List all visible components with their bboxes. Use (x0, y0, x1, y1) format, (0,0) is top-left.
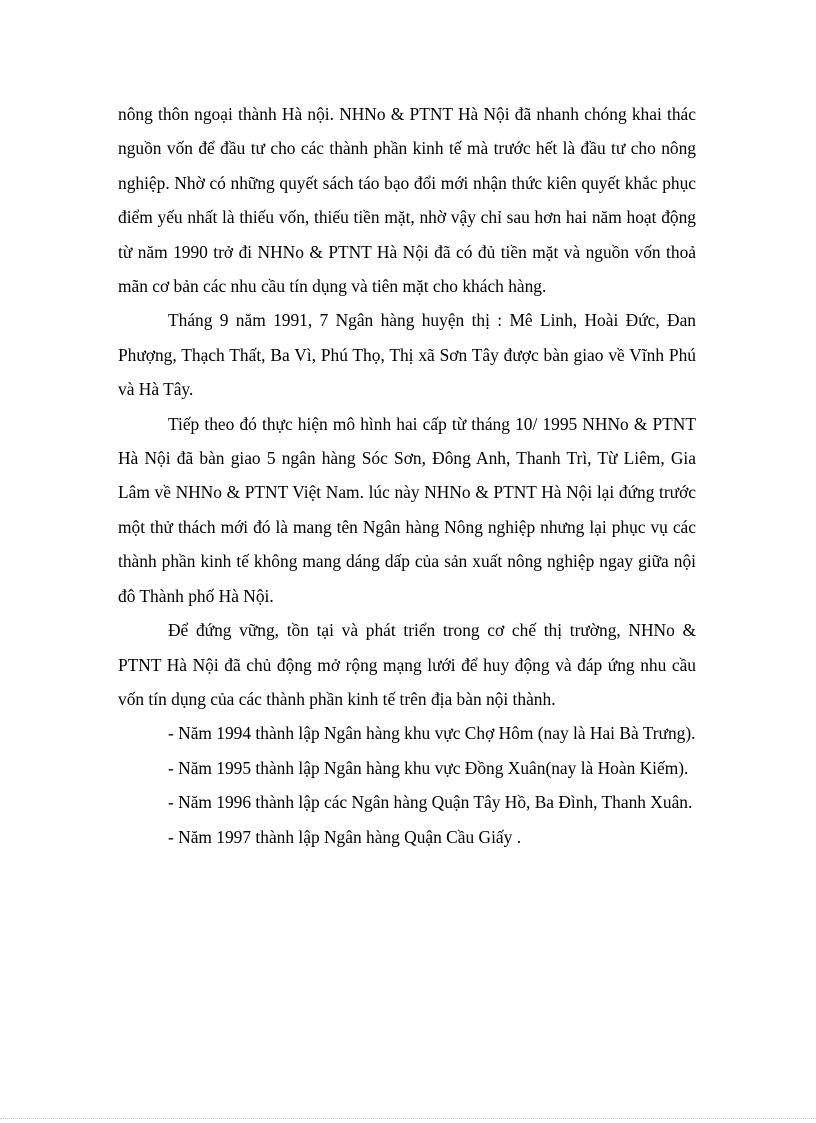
paragraph-continuation: nông thôn ngoại thành Hà nội. NHNo & PTNT Hà Nội đã nhanh chóng khai thác nguồn vốn để đầu tư cho các thành phần kinh tế mà trước hết là đầu tư cho nông nghiệp. Nhờ có những quyết sách táo bạo đổi mới nhận thức kiên quyết khắc phục điểm yếu nhất là thiếu vốn, thiếu tiền mặt, nhờ vậy chỉ sau hơn hai năm hoạt động từ năm 1990 trở đi NHNo & PTNT Hà Nội đã có đủ tiền mặt và nguồn vốn thoả mãn cơ bản các nhu cầu tín dụng và tiên mặt cho khách hàng. (118, 104, 696, 297)
list-item-1994: - Năm 1994 thành lập Ngân hàng khu vực Chợ Hôm (nay là Hai Bà Trưng). (168, 723, 696, 744)
page-bottom-divider (0, 1118, 816, 1120)
list-item-1997: - Năm 1997 thành lập Ngân hàng Quận Cầu Giấy . (168, 826, 522, 847)
list-item-1995: - Năm 1995 thành lập Ngân hàng khu vực Đồng Xuân(nay là Hoàn Kiếm). (168, 757, 689, 778)
paragraph-1995-two-tier-model: Tiếp theo đó thực hiện mô hình hai cấp từ tháng 10/ 1995 NHNo & PTNT Hà Nội đã bàn giao 5 ngân hàng Sóc Sơn, Đông Anh, Thanh Trì, Từ Liêm, Gia Lâm về NHNo & PTNT Việt Nam. lúc này NHNo & PTNT Hà Nội lại đứng trước một thử thách mới đó là mang tên Ngân hàng Nông nghiệp nhưng lại phục vụ các thành phần kinh tế không mang dáng dấp của sản xuất nông nghiệp ngay giữa nội đô Thành phố Hà Nội. (118, 413, 696, 606)
document-body (118, 97, 696, 854)
paragraph-network-expansion: Để đứng vững, tồn tại và phát triển trong cơ chế thị trường, NHNo & PTNT Hà Nội đã chủ động mở rộng mạng lưới để huy động và đáp ứng nhu cầu vốn tín dụng của các thành phần kinh tế trên địa bàn nội thành. (118, 620, 696, 709)
paragraph-1991-transfer: Tháng 9 năm 1991, 7 Ngân hàng huyện thị : Mê Linh, Hoài Đức, Đan Phượng, Thạch Thất, Ba Vì, Phú Thọ, Thị xã Sơn Tây được bàn giao về Vĩnh Phú và Hà Tây. (118, 310, 696, 400)
list-item-1996: - Năm 1996 thành lập các Ngân hàng Quận Tây Hồ, Ba Đình, Thanh Xuân. (168, 792, 693, 813)
